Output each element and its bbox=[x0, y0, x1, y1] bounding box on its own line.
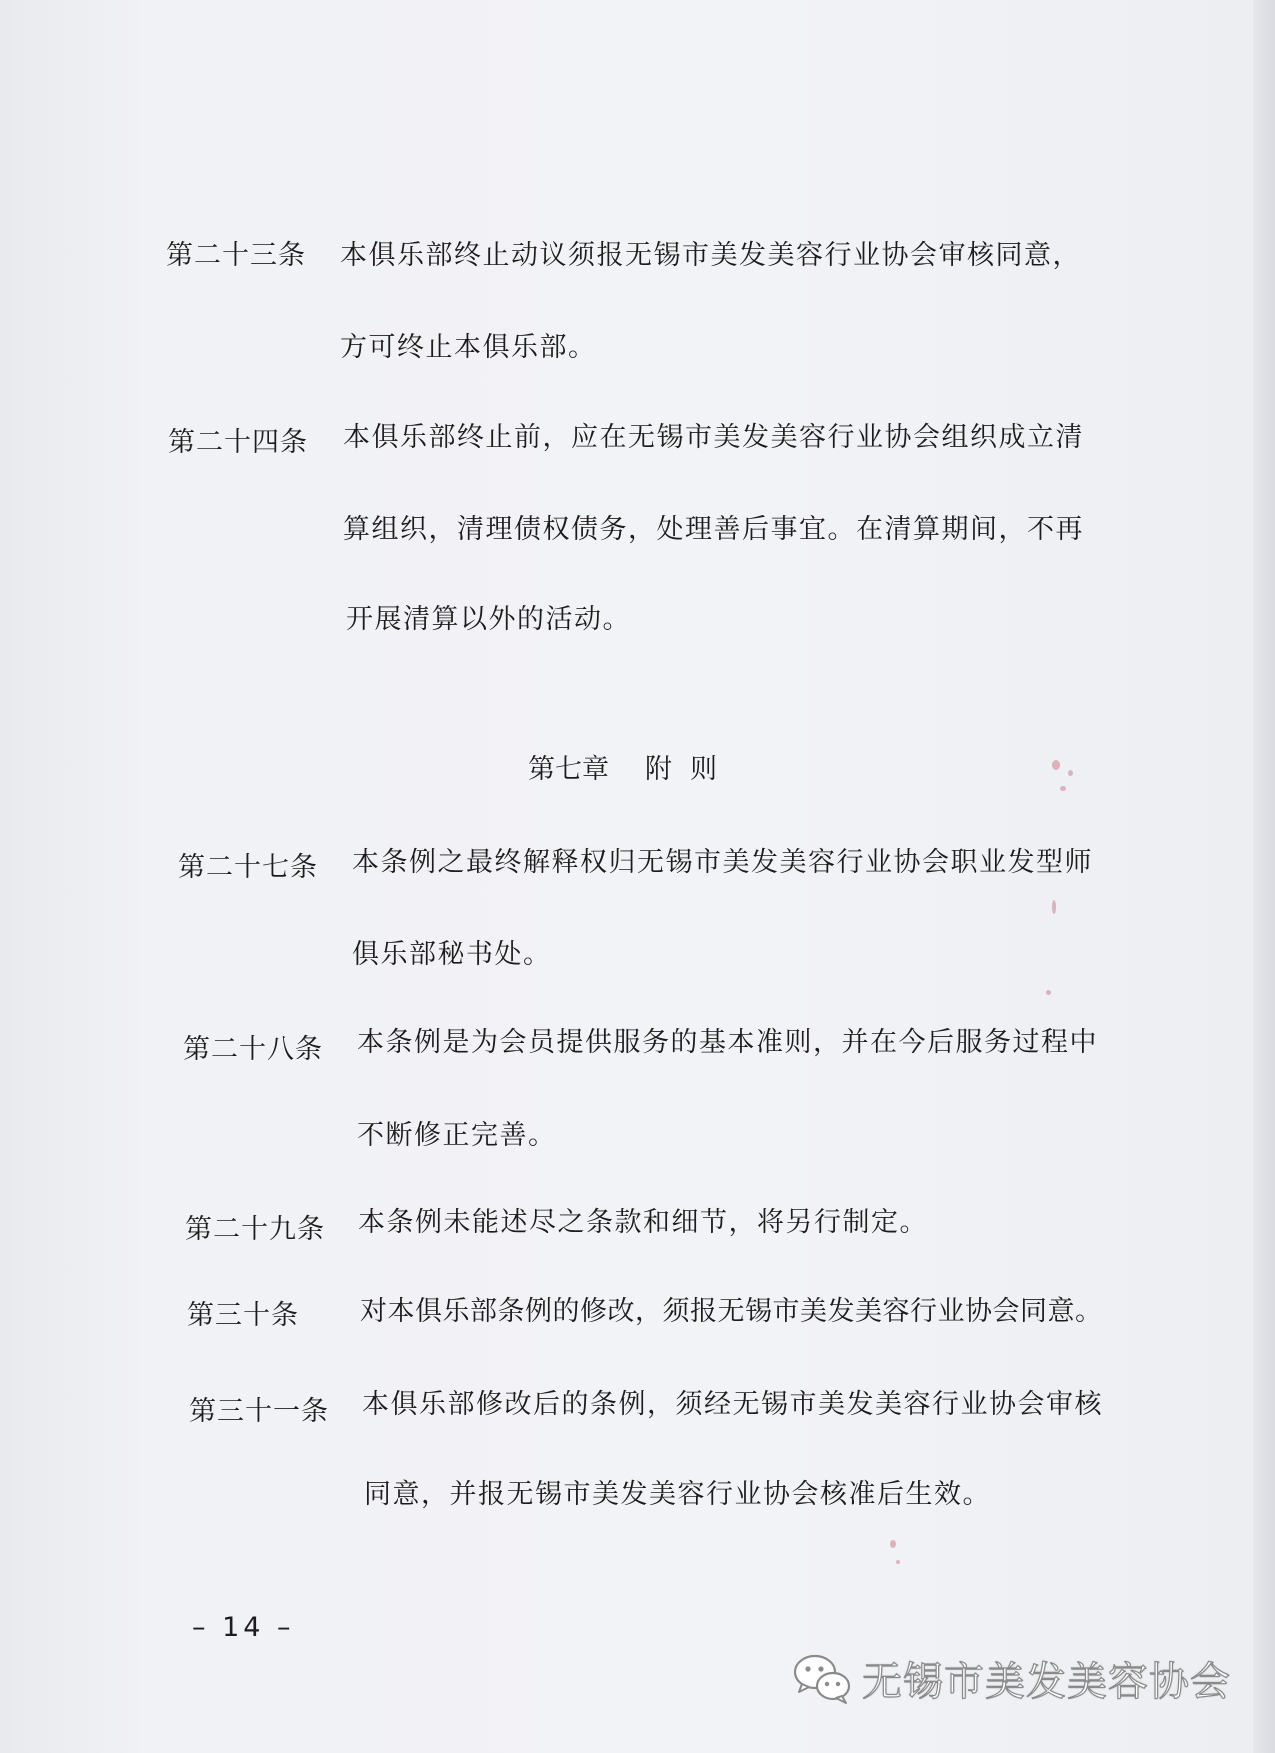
article-text-line: 不断修正完善。 bbox=[357, 1120, 557, 1151]
article-text-line: 开展清算以外的活动。 bbox=[346, 604, 631, 635]
article-number: 第二十三条 bbox=[166, 240, 306, 271]
wechat-icon bbox=[790, 1650, 854, 1706]
page-number: – 14 – bbox=[192, 1612, 295, 1643]
article-text-line: 同意，并报无锡市美发美容行业协会核准后生效。 bbox=[364, 1479, 991, 1510]
article-text-line: 本俱乐部修改后的条例，须经无锡市美发美容行业协会审核 bbox=[362, 1389, 1103, 1420]
article-text-line: 算组织，清理债权债务，处理善后事宜。在清算期间，不再 bbox=[343, 514, 1084, 545]
chapter-name: 附则 bbox=[645, 754, 735, 785]
article-text-line: 方可终止本俱乐部。 bbox=[340, 332, 597, 363]
article-text-line: 本俱乐部终止前，应在无锡市美发美容行业协会组织成立清 bbox=[343, 422, 1084, 453]
article-number: 第二十九条 bbox=[185, 1214, 325, 1245]
article-text-line: 本条例未能述尽之条款和细节，将另行制定。 bbox=[358, 1207, 928, 1238]
chapter-label: 第七章 bbox=[528, 754, 609, 785]
article-text-line: 本条例是为会员提供服务的基本准则，并在今后服务过程中 bbox=[357, 1027, 1098, 1058]
article-text-line: 对本俱乐部条例的修改，须报无锡市美发美容行业协会同意。 bbox=[360, 1296, 1103, 1327]
article-number: 第二十七条 bbox=[178, 852, 318, 883]
chapter-heading bbox=[528, 750, 735, 790]
article-text-line: 俱乐部秘书处。 bbox=[352, 939, 552, 970]
article-number: 第二十四条 bbox=[168, 427, 308, 458]
watermark-text: 无锡市美发美容协会 bbox=[862, 1658, 1231, 1705]
article-number: 第三十条 bbox=[187, 1300, 299, 1331]
article-text-line: 本条例之最终解释权归无锡市美发美容行业协会职业发型师 bbox=[352, 847, 1093, 878]
article-text-line: 本俱乐部终止动议须报无锡市美发美容行业协会审核同意， bbox=[340, 240, 1081, 271]
article-number: 第三十一条 bbox=[189, 1396, 329, 1427]
article-number: 第二十八条 bbox=[183, 1034, 323, 1065]
scan-edge bbox=[1253, 0, 1275, 1753]
watermark bbox=[790, 1650, 1231, 1706]
